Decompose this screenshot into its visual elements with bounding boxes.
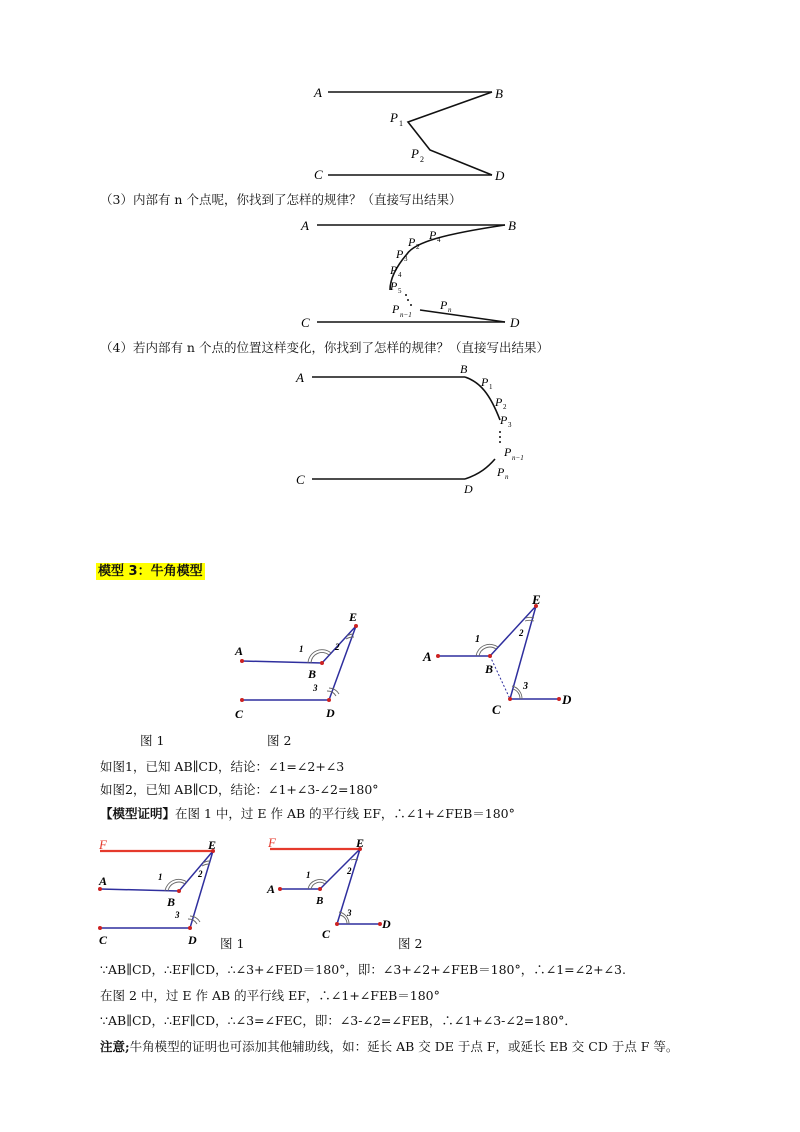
label-A: A [99, 874, 108, 888]
angle-3: 3 [313, 683, 318, 693]
sub-3: 3 [404, 255, 408, 263]
label-F: F [268, 835, 276, 850]
sub-5: 5 [398, 287, 402, 295]
angle-2: 2 [198, 869, 203, 879]
label-P1: P [481, 375, 489, 389]
label-C: C [301, 315, 310, 330]
caption-fig1: 图 1 [140, 733, 165, 748]
proof-figure-1 [95, 836, 235, 951]
sub-4: 4 [437, 236, 441, 244]
label-P5: P [390, 279, 398, 293]
proof-line-3: ∵AB∥CD，∴EF∥CD，∴∠3=∠FEC，即：∠3-∠2=∠FEB，∴∠1+∠3-∠2=180°． [100, 1013, 577, 1028]
model-figure-2 [418, 593, 588, 718]
label-Pn1: P [504, 445, 512, 459]
caption-proof-fig2: 图 2 [398, 936, 423, 951]
sub-1: 1 [489, 383, 493, 391]
label-A: A [314, 85, 322, 100]
label-P4b: P [390, 263, 398, 277]
label-P1: P [390, 110, 398, 125]
sub-2: 2 [420, 155, 424, 164]
model-figure-1 [225, 605, 375, 725]
label-P2: P [408, 235, 416, 249]
label-A: A [301, 218, 309, 233]
label-C: C [492, 702, 501, 717]
proof-line-2: 在图 2 中，过 E 作 AB 的平行线 EF，∴∠1+∠FEB＝180° [100, 988, 440, 1003]
label-A: A [296, 370, 304, 385]
label-Pn: P [497, 465, 505, 479]
label-D: D [510, 315, 520, 330]
conclusion-fig2: 如图2，已知 AB∥CD，结论：∠1+∠3-∠2=180° [100, 782, 379, 797]
sub-n1: n−1 [512, 454, 524, 462]
label-D: D [326, 706, 335, 720]
sub-n: n [448, 306, 452, 314]
note-label: 注意; [100, 1039, 130, 1054]
label-Pn: P [440, 298, 448, 312]
label-D: D [495, 168, 505, 183]
label-B: B [485, 662, 494, 676]
label-A: A [267, 882, 276, 896]
section-heading: 模型 3：牛角模型 [98, 564, 203, 579]
label-D: D [562, 692, 572, 707]
label-C: C [99, 933, 108, 947]
proof-label: 【模型证明】 [100, 806, 176, 821]
angle-1: 1 [158, 872, 163, 882]
sub-3: 3 [508, 421, 512, 429]
angle-2: 2 [519, 628, 524, 638]
label-B: B [308, 667, 317, 681]
label-D: D [464, 482, 473, 496]
angle-1: 1 [306, 870, 311, 880]
sub-2: 2 [503, 403, 507, 411]
label-B: B [167, 895, 176, 909]
sub-4b: 4 [398, 271, 402, 279]
label-B: B [508, 218, 516, 233]
label-P3: P [500, 413, 508, 427]
label-D: D [188, 933, 197, 947]
label-P2: P [411, 146, 419, 161]
sub-2: 2 [416, 243, 420, 251]
angle-3: 3 [347, 908, 352, 918]
sub-1: 1 [399, 119, 403, 128]
note [100, 1039, 678, 1055]
label-B: B [495, 86, 503, 101]
sub-n1: n−1 [400, 311, 412, 319]
figure-two-points [300, 75, 530, 185]
angle-2: 2 [347, 866, 352, 876]
label-F: F [99, 837, 107, 852]
label-E: E [532, 592, 541, 607]
proof-text: 在图 1 中，过 E 作 AB 的平行线 EF，∴∠1+∠FEB＝180° [175, 806, 515, 821]
caption-fig2: 图 2 [267, 733, 292, 748]
label-P3: P [396, 247, 404, 261]
label-E: E [356, 836, 365, 850]
label-Pn1: P [392, 302, 400, 316]
proof-line-1: ∵AB∥CD，∴EF∥CD，∴∠3+∠FED＝180°，即：∠3+∠2+∠FEB＝180°，∴∠1=∠2+∠3. [100, 962, 626, 977]
label-C: C [314, 167, 323, 182]
label-B: B [460, 362, 468, 376]
label-B: B [316, 895, 324, 907]
angle-3: 3 [523, 681, 528, 692]
figure-n-points-left [295, 212, 535, 337]
figure-n-points-right [290, 362, 540, 497]
label-C: C [322, 927, 331, 941]
angle-3: 3 [175, 910, 180, 920]
label-C: C [296, 472, 305, 487]
conclusion-fig1: 如图1，已知 AB∥CD，结论：∠1=∠2+∠3 [100, 759, 345, 774]
angle-2: 2 [335, 642, 340, 652]
label-A: A [423, 649, 432, 664]
sub-n: n [505, 473, 509, 481]
label-E: E [208, 838, 217, 852]
label-A: A [235, 644, 244, 658]
label-P2: P [495, 395, 503, 409]
angle-1: 1 [299, 644, 304, 654]
label-E: E [349, 610, 358, 624]
label-C: C [235, 707, 244, 721]
caption-proof-fig1: 图 1 [220, 936, 245, 951]
note-text: 牛角模型的证明也可添加其他辅助线，如：延长 AB 交 DE 于点 F，或延长 EB 交 CD 于点 F 等。 [129, 1039, 679, 1054]
label-P4: P [429, 228, 437, 242]
angle-1: 1 [475, 634, 480, 645]
label-D: D [382, 917, 391, 931]
question-3: （3）内部有 n 个点呢，你找到了怎样的规律？（直接写出结果） [100, 192, 462, 207]
proof-figure-2 [262, 832, 402, 947]
proof-intro [100, 806, 515, 822]
question-4: （4）若内部有 n 个点的位置这样变化，你找到了怎样的规律？（直接写出结果） [100, 340, 549, 355]
